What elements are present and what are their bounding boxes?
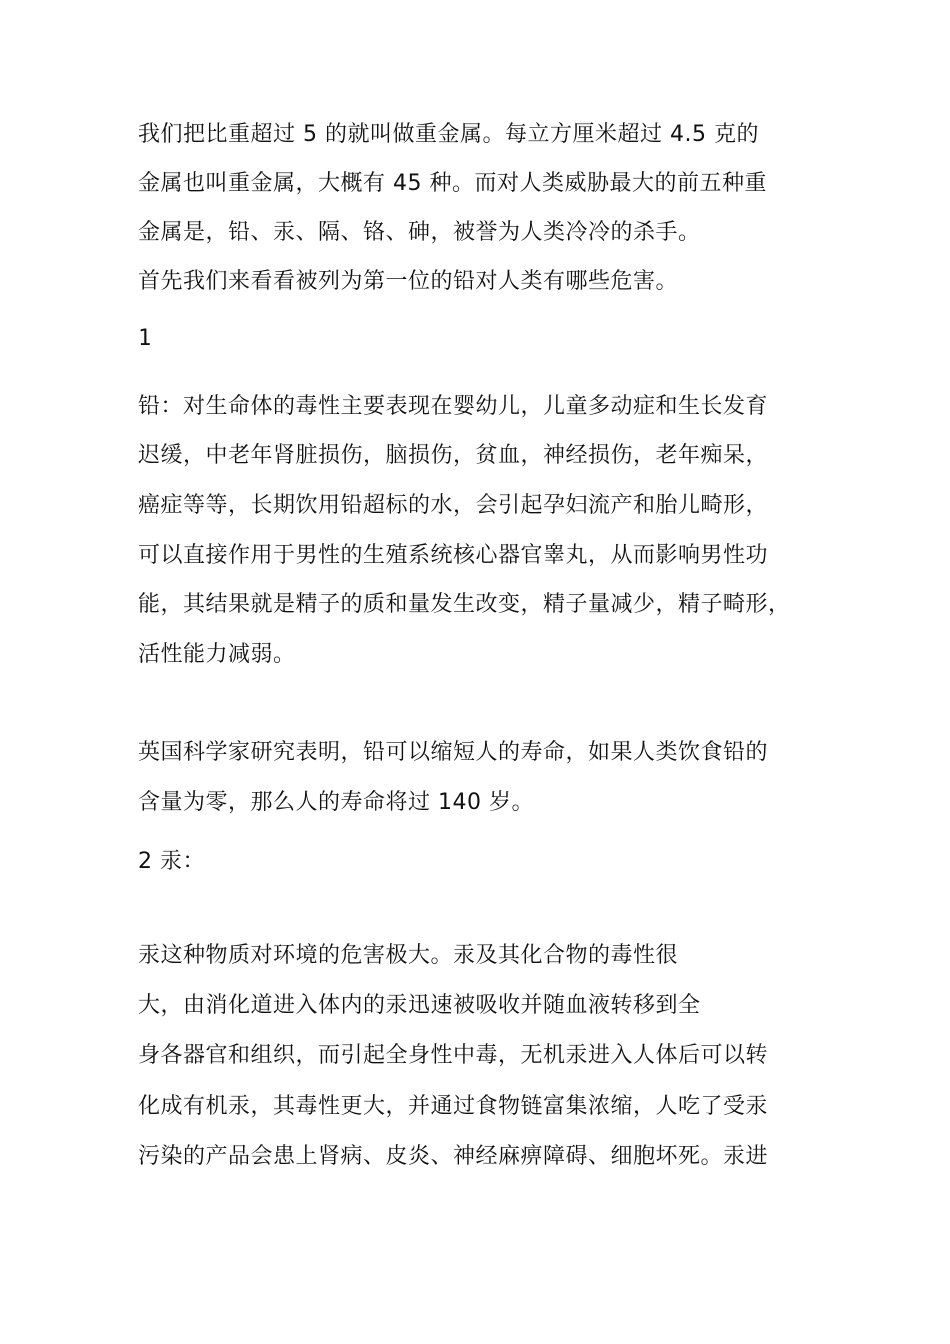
mercury-line-1: 汞这种物质对环境的危害极大。汞及其化合物的毒性很 xyxy=(138,943,679,968)
intro-line-1: 我们把比重超过 5 的就叫做重金属。每立方厘米超过 4.5 克的 xyxy=(138,122,759,147)
mercury-line-4: 化成有机汞，其毒性更大，并通过食物链富集浓缩，人吃了受汞 xyxy=(138,1094,769,1119)
mercury-line-2: 大，由消化道进入体内的汞迅速被吸收并随血液转移到全 xyxy=(138,993,701,1018)
lead-line-6: 活性能力减弱。 xyxy=(138,642,296,667)
lead-line-5: 能，其结果就是精子的质和量发生改变，精子量减少，精子畸形， xyxy=(138,592,791,617)
lead-line-1: 铅：对生命体的毒性主要表现在婴幼儿，儿童多动症和生长发育 xyxy=(138,394,769,419)
mercury-line-3: 身各器官和组织，而引起全身性中毒，无机汞进入人体后可以转 xyxy=(138,1043,769,1068)
research-line-1: 英国科学家研究表明，铅可以缩短人的寿命，如果人类饮食铅的 xyxy=(138,740,769,765)
research-line-2: 含量为零，那么人的寿命将过 140 岁。 xyxy=(138,790,534,815)
lead-line-2: 迟缓，中老年肾脏损伤，脑损伤，贫血，神经损伤，老年痴呆， xyxy=(138,443,769,468)
mercury-line-5: 污染的产品会患上肾病、皮炎、神经麻痹障碍、细胞坏死。汞进 xyxy=(138,1144,769,1169)
intro-line-2: 金属也叫重金属，大概有 45 种。而对人类威胁最大的前五种重 xyxy=(138,171,767,196)
intro-line-4: 首先我们来看看被列为第一位的铅对人类有哪些危害。 xyxy=(138,269,679,294)
lead-line-3: 癌症等等，长期饮用铅超标的水，会引起孕妇流产和胎儿畸形， xyxy=(138,493,769,518)
section-1-number: 1 xyxy=(138,326,152,351)
intro-line-3: 金属是，铅、汞、隔、铬、砷，被誉为人类冷冷的杀手。 xyxy=(138,220,701,245)
section-2-heading: 2 汞： xyxy=(138,849,205,874)
lead-line-4: 可以直接作用于男性的生殖系统核心器官睾丸，从而影响男性功 xyxy=(138,543,769,568)
